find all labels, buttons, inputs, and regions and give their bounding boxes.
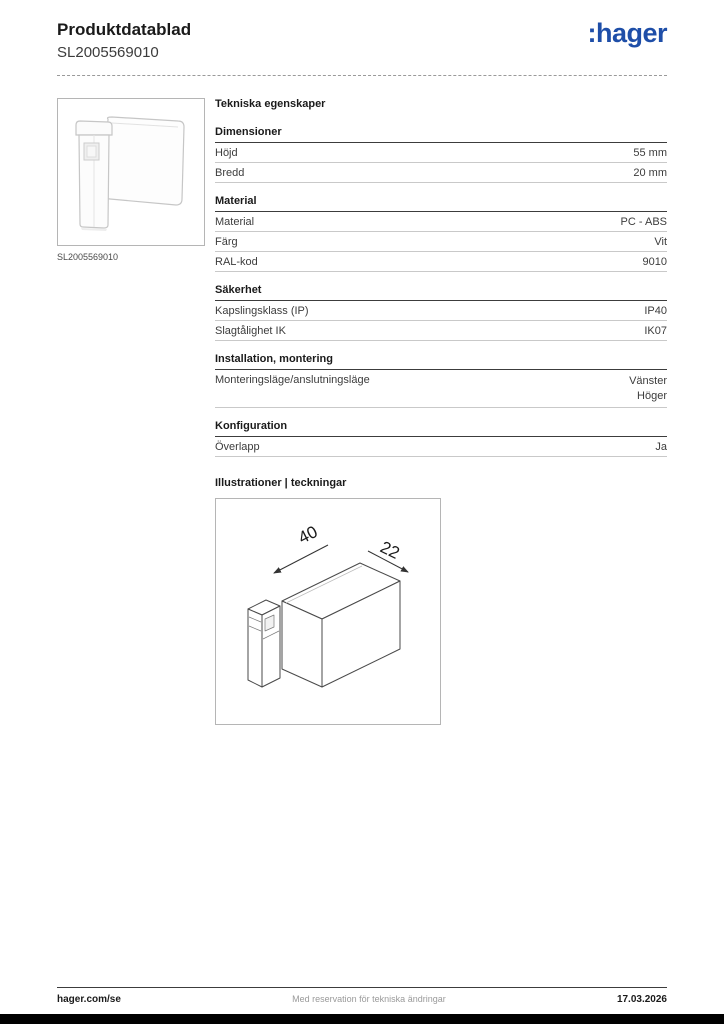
section-title: Dimensioner	[215, 126, 667, 143]
spec-value: PC - ABS	[620, 216, 667, 228]
hager-logo: :hager	[587, 18, 667, 48]
spec-value: 20 mm	[633, 167, 667, 179]
header-titles	[57, 20, 191, 61]
spec-label: Slagtålighet IK	[215, 325, 286, 337]
footer	[0, 987, 724, 1024]
spec-row	[215, 301, 667, 321]
spec-value	[629, 374, 667, 404]
section-title: Material	[215, 195, 667, 212]
section-title: Säkerhet	[215, 284, 667, 301]
footer-website-link[interactable]: hager.com/se	[57, 994, 121, 1005]
spec-label: RAL-kod	[215, 256, 258, 268]
spec-label: Överlapp	[215, 440, 260, 453]
spec-label: Färg	[215, 236, 238, 248]
drawing-width-label: 40	[295, 521, 321, 548]
dimension-drawing	[216, 499, 440, 724]
drawing-depth-label: 22	[377, 537, 403, 563]
section-dimensioner	[215, 126, 667, 183]
illustrations-title: Illustrationer | teckningar	[215, 476, 347, 489]
spec-row	[215, 232, 667, 252]
drawing-dimension-depth	[368, 537, 408, 571]
page-title: Produktdatablad	[57, 20, 192, 39]
header	[0, 0, 724, 61]
footer-date: 17.03.2026	[616, 994, 667, 1005]
product-photo	[58, 99, 204, 245]
spec-label: Material	[215, 216, 255, 228]
spec-value: IK07	[644, 325, 667, 337]
product-image-frame	[57, 98, 205, 246]
spec-row	[215, 143, 667, 163]
section-installation	[215, 353, 667, 408]
section-konfiguration	[215, 420, 667, 457]
spec-label: Bredd	[215, 167, 245, 179]
specs-title: Tekniska egenskaper	[215, 98, 326, 110]
spec-value: IP40	[644, 305, 667, 317]
spec-row	[215, 163, 667, 183]
spec-value: 55 mm	[633, 147, 667, 159]
footer-content	[57, 987, 667, 1014]
product-image-column	[57, 98, 205, 725]
spec-value-line: Höger	[637, 389, 667, 402]
drawing-dimension-width	[274, 522, 328, 573]
spec-row	[215, 437, 667, 457]
spec-row	[215, 252, 667, 272]
section-title: Installation, montering	[215, 353, 667, 370]
spec-value: 9010	[642, 256, 667, 268]
technical-drawing-frame	[215, 498, 441, 725]
footer-disclaimer: Med reservation för tekniska ändringar	[292, 994, 446, 1004]
spec-value: Ja	[655, 440, 667, 453]
main-content	[0, 76, 724, 725]
product-image-caption: SL2005569010	[57, 252, 119, 262]
specs-column	[205, 98, 667, 725]
spec-row	[215, 321, 667, 341]
spec-row	[215, 212, 667, 232]
spec-row	[215, 370, 667, 408]
footer-black-bar	[0, 1014, 724, 1024]
spec-label: Höjd	[215, 147, 238, 159]
spec-value-line: Vänster	[629, 375, 667, 387]
product-reference: SL2005569010	[57, 44, 159, 61]
section-sakerhet	[215, 284, 667, 341]
spec-label: Kapslingsklass (IP)	[215, 305, 309, 317]
section-title: Konfiguration	[215, 420, 667, 437]
spec-value: Vit	[654, 236, 667, 248]
illustrations-section	[215, 477, 667, 725]
spec-label: Monteringsläge/anslutningsläge	[215, 374, 370, 386]
section-material	[215, 195, 667, 272]
